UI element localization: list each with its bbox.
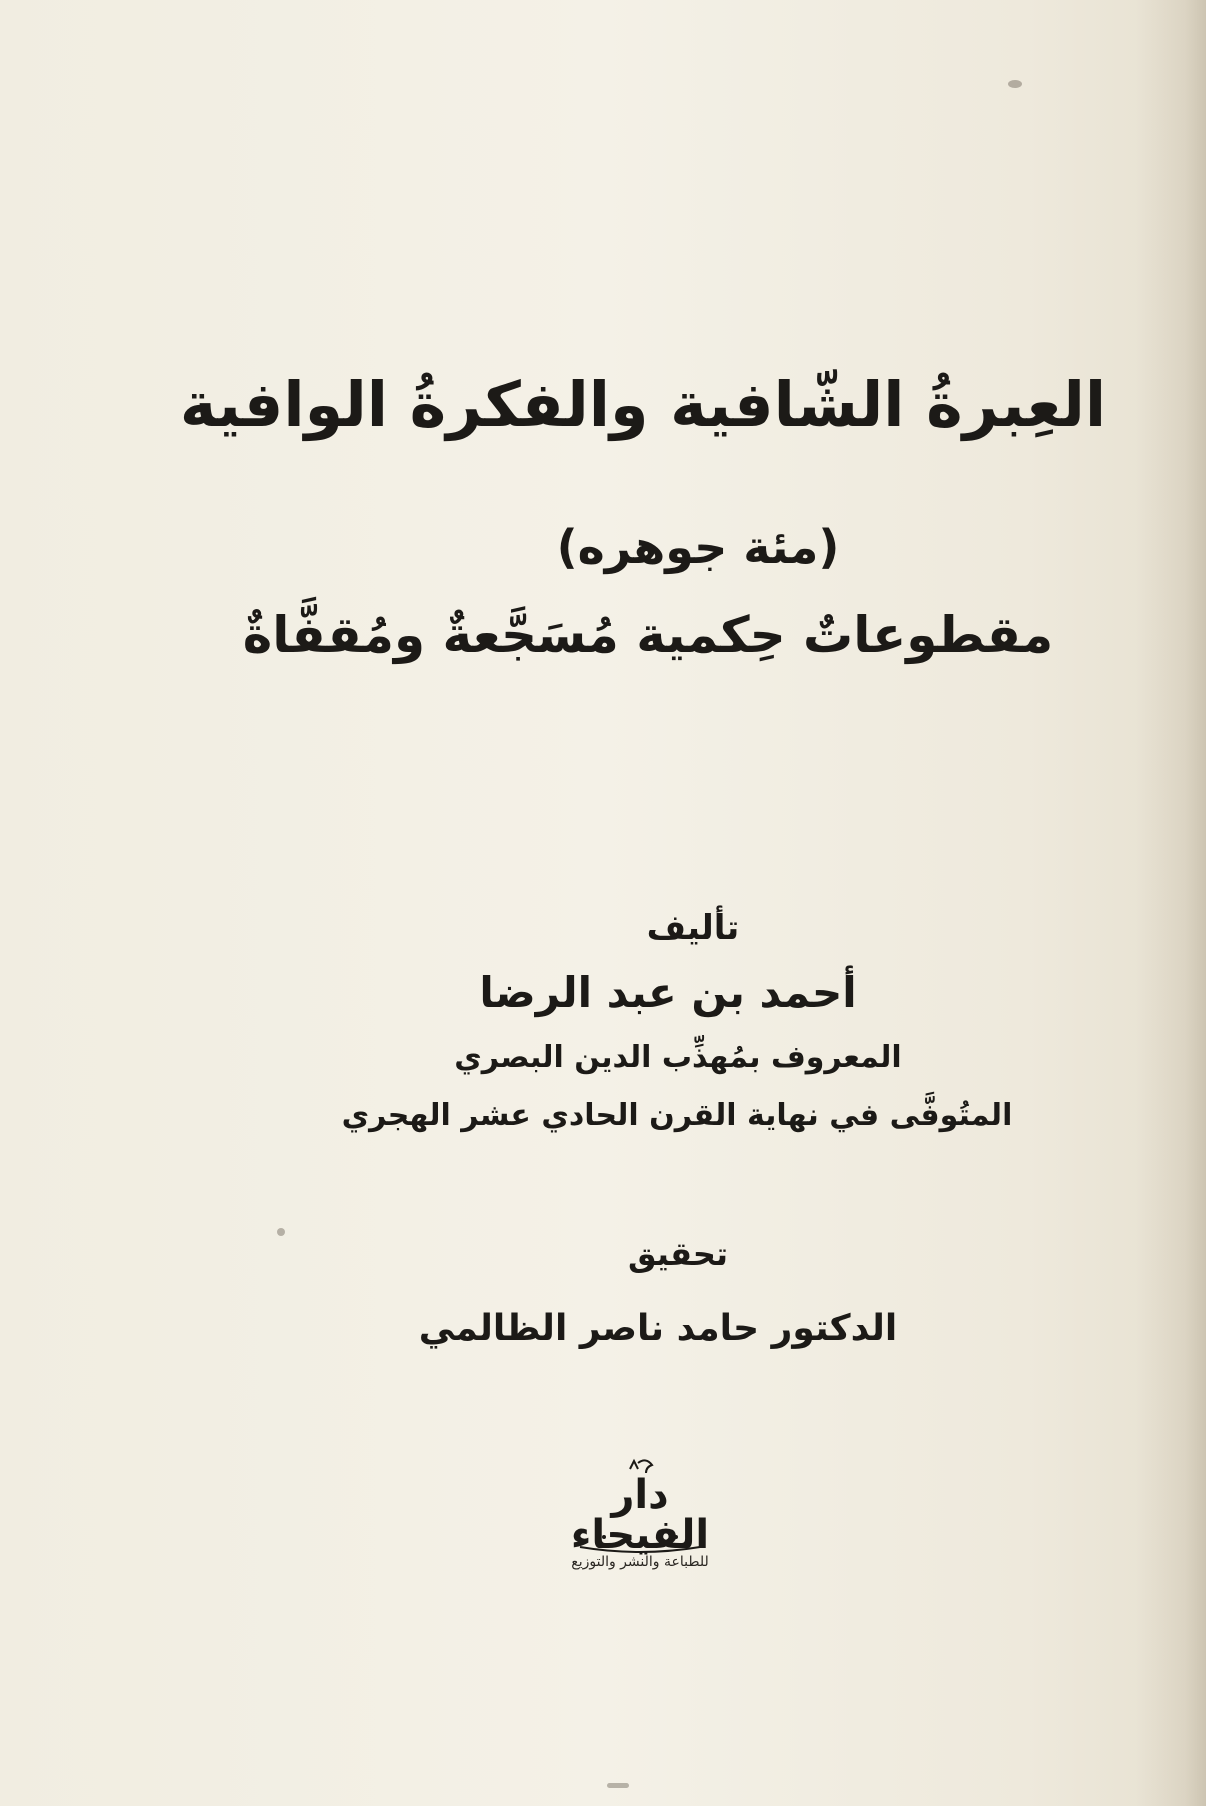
book-subtitle-count: (مئة جوهره) bbox=[556, 520, 840, 574]
author-known-as: المعروف بمُهذِّب الدين البصري bbox=[454, 1040, 902, 1075]
publisher-tagline: للطباعة والنشر والتوزيع bbox=[571, 1554, 709, 1570]
paper-speck bbox=[1008, 80, 1022, 88]
paper-speck bbox=[277, 1228, 285, 1236]
author-death-note: المتُوفَّى في نهاية القرن الحادي عشر الهجري bbox=[341, 1098, 1013, 1133]
author-label: تأليف bbox=[646, 908, 740, 948]
editor-label: تحقيق bbox=[627, 1235, 728, 1273]
publisher-name: دار الفيحاء bbox=[570, 1472, 710, 1558]
editor-name: الدكتور حامد ناصر الظالمي bbox=[418, 1308, 898, 1349]
paper-speck bbox=[607, 1783, 629, 1788]
book-title: العِبرةُ الشّافية والفكرةُ الوافية bbox=[179, 368, 1107, 441]
publisher-logo bbox=[560, 1455, 720, 1595]
book-subtitle-description: مقطوعاتٌ حِكمية مُسَجَّعةٌ ومُقفَّاةٌ bbox=[242, 606, 1054, 664]
author-name: أحمد بن عبد الرضا bbox=[479, 968, 857, 1017]
page-edge-shadow bbox=[1136, 0, 1206, 1806]
